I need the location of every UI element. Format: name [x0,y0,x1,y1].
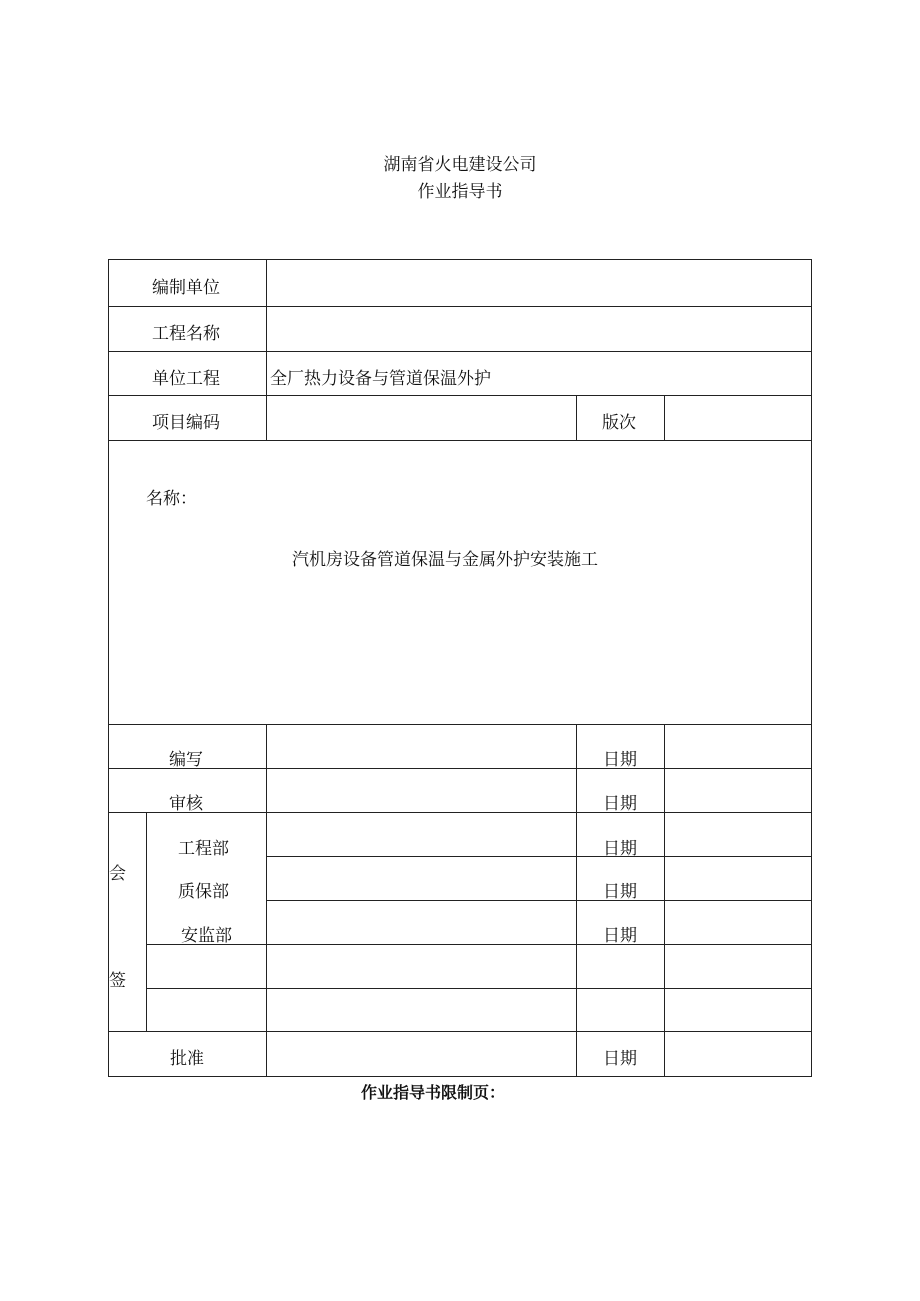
countersign-label-bottom: 签 [109,971,126,991]
writer-label: 编写 [169,750,203,770]
row-divider [108,440,812,441]
table-border-top [108,259,812,260]
countersign-label-top: 会 [109,864,126,884]
project-label: 工程名称 [152,324,220,344]
column-divider [576,724,577,1077]
row-divider [146,988,812,989]
column-divider [664,395,665,440]
review-date-label: 日期 [603,794,637,814]
quality-date-label: 日期 [603,882,637,902]
row-divider [108,395,812,396]
writer-date-label: 日期 [603,750,637,770]
limit-page-label: 作业指导书限制页： [360,1083,505,1102]
engineering-date-label: 日期 [603,839,637,859]
column-divider [576,395,577,440]
column-divider [146,812,147,1032]
approve-label: 批准 [170,1049,204,1069]
subproject-value-field[interactable]: 全厂热力设备与管道保温外护 [270,369,491,389]
column-divider [266,259,267,440]
unit-label: 编制单位 [152,278,220,298]
table-border-right [811,259,812,1077]
row-divider [266,900,812,901]
column-divider [266,724,267,1077]
row-divider [108,1031,812,1032]
row-divider [108,351,812,352]
approve-date-label: 日期 [603,1049,637,1069]
name-value[interactable]: 汽机房设备管道保温与金属外护安装施工 [292,550,598,570]
column-divider [664,724,665,1077]
row-divider [146,944,812,945]
row-divider [108,768,812,769]
name-label: 名称： [146,489,197,509]
table-border-left [108,259,109,1077]
row-divider [108,812,812,813]
review-label: 审核 [169,794,203,814]
version-label: 版次 [602,413,636,433]
row-divider [266,856,812,857]
safety-date-label: 日期 [603,926,637,946]
dept-engineering-label: 工程部 [178,839,229,859]
dept-quality-label: 质保部 [178,882,229,902]
company-title: 湖南省火电建设公司 [383,155,537,175]
row-divider [108,724,812,725]
row-divider [108,306,812,307]
instruction-form-table [108,259,812,1077]
document-type-title: 作业指导书 [417,182,503,202]
subproject-label: 单位工程 [152,369,220,389]
table-border-bottom [108,1076,812,1077]
item-code-label: 项目编码 [152,413,220,433]
dept-safety-label: 安监部 [181,926,232,946]
